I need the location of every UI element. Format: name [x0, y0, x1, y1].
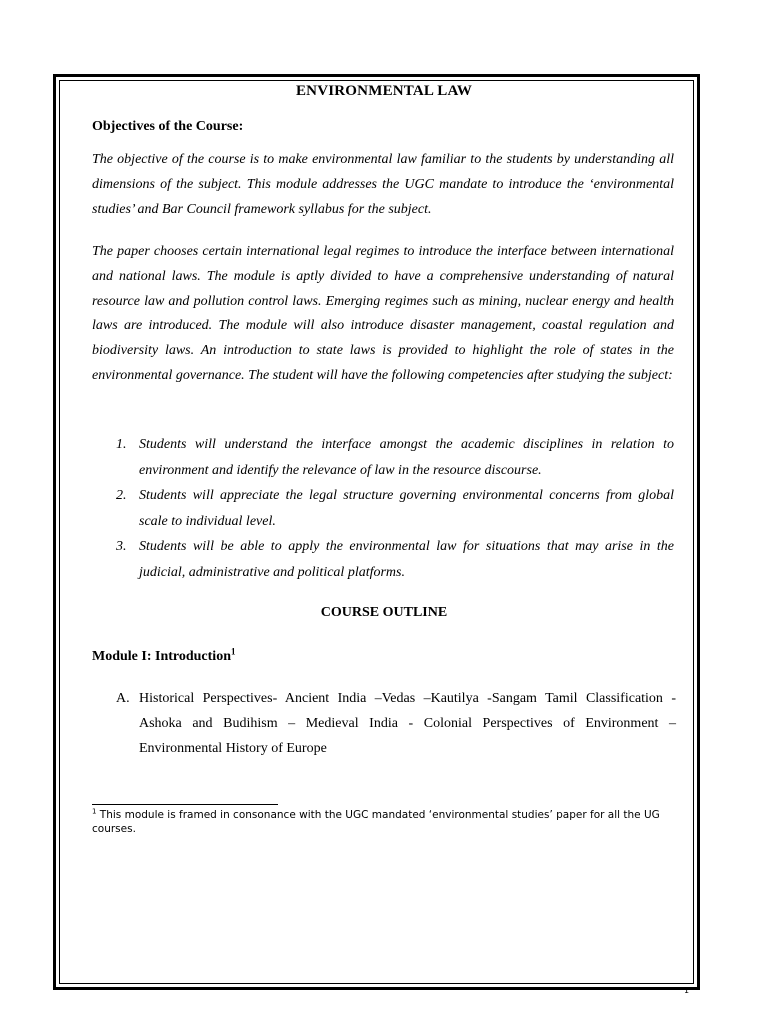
module-heading-text: Module I: Introduction: [92, 649, 231, 664]
competencies-list: [92, 432, 674, 585]
objective-paragraph: The objective of the course is to make environmental law familiar to the students by understanding all dimensions of the subject. This module addresses the UGC mandate to introduce the ‘environmental studies’ and Bar Council framework syllabus for the subject.: [92, 152, 674, 217]
list-item: [92, 534, 674, 585]
list-item-text: Historical Perspectives- Ancient India –Vedas –Kautilya -Sangam Tamil Classification - Ashoka and Budihism – Medieval India - Colonial Perspectives of Environment – Environmental History of Europe: [139, 691, 676, 756]
list-item-text: Students will be able to apply the environmental law for situations that may arise in the judicial, administrative and political platforms.: [139, 539, 674, 580]
list-item-text: Students will understand the interface amongst the academic disciplines in relation to environment and identify the relevance of law in the resource discourse.: [139, 437, 674, 478]
footnote-divider: [92, 804, 278, 805]
footnote-text: This module is framed in consonance with the UGC mandated ‘environmental studies’ paper for all the UG courses.: [92, 809, 660, 835]
course-outline-heading: COURSE OUTLINE: [320, 605, 448, 620]
footnote-reference[interactable]: 1: [230, 646, 236, 657]
list-item-letter: A.: [116, 691, 130, 706]
list-item-text: Students will appreciate the legal structure governing environmental concerns from global scale to individual level.: [139, 488, 674, 529]
list-item-number: 2.: [116, 488, 127, 503]
footnote-number: 1: [92, 807, 97, 816]
list-item: [92, 432, 674, 483]
document-title: ENVIRONMENTAL LAW: [295, 83, 473, 99]
module-items-list: [92, 686, 676, 761]
course-description-paragraph: The paper chooses certain international legal regimes to introduce the interface between international and national laws. The module is aptly divided to have a comprehensive understanding of natural resource law and pollution control laws. Emerging regimes such as mining, nuclear energy and health laws are introduced. The module will also introduce disaster management, coastal regulation and biodiversity laws. An introduction to state laws is provided to highlight the role of states in the environmental governance. The student will have the following competencies after studying the subject:: [92, 244, 674, 383]
list-item: [92, 686, 676, 761]
footnote: [92, 808, 676, 836]
module-heading: [92, 646, 236, 665]
objectives-heading: Objectives of the Course:: [92, 119, 244, 134]
page-number: 1: [684, 986, 690, 995]
list-item: [92, 483, 674, 534]
list-item-number: 3.: [116, 539, 127, 554]
list-item-number: 1.: [116, 437, 127, 452]
